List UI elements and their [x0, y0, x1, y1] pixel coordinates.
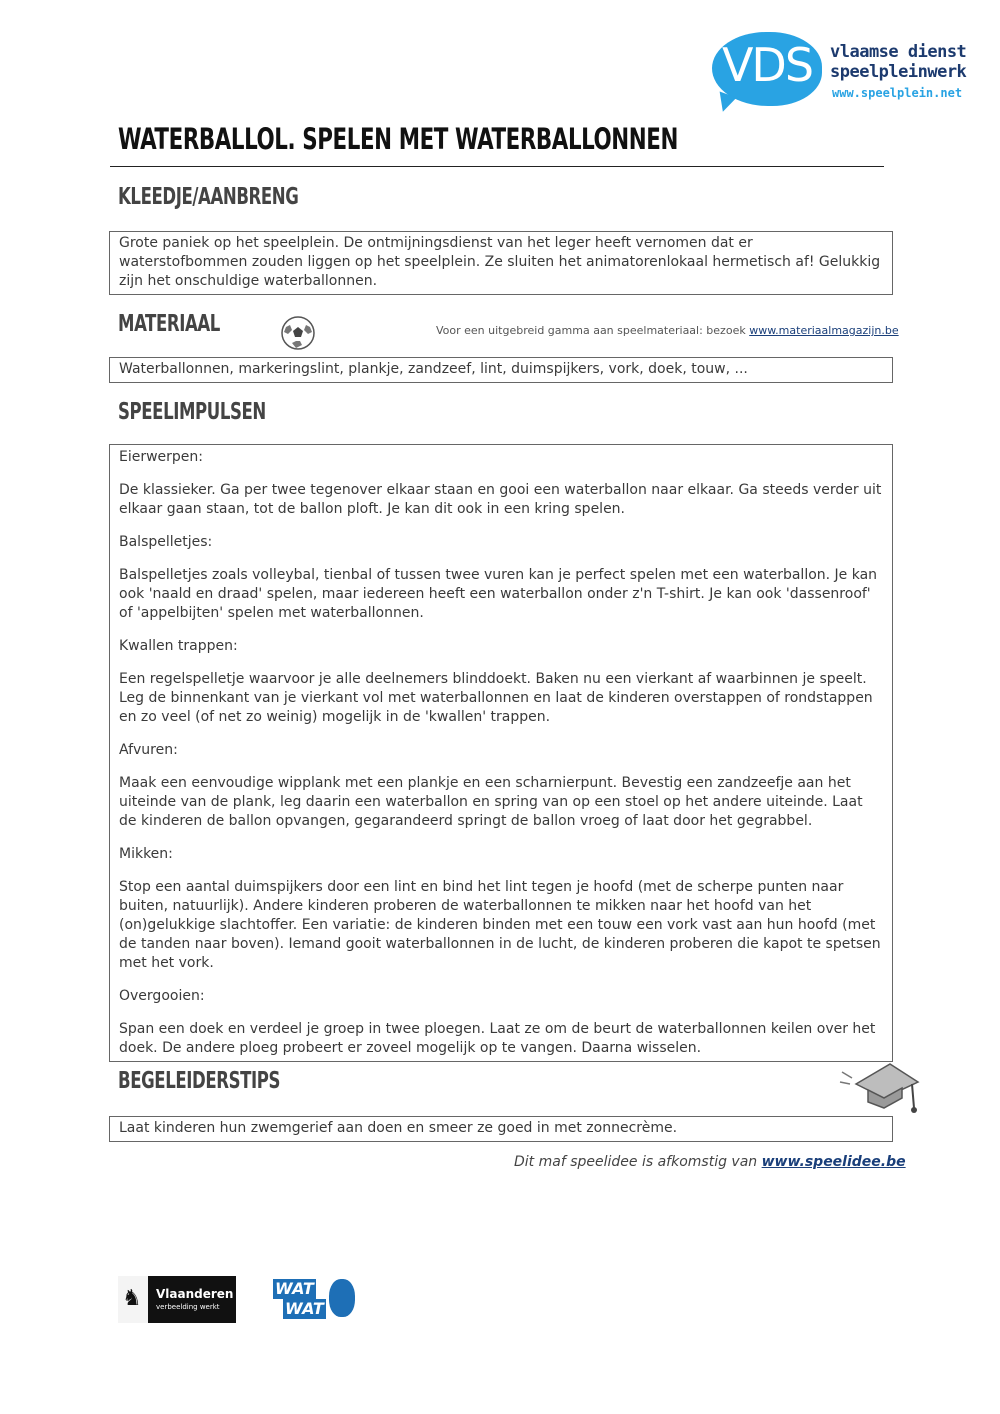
tips-text: Laat kinderen hun zwemgerief aan doen en smeer ze goed in met zonnecrème.	[119, 1120, 678, 1136]
section-title-kleedje: KLEEDJE/AANBRENG	[118, 184, 299, 210]
impuls-heading: Eierwerpen:	[119, 449, 204, 465]
impuls-text: Balspelletjes zoals volleybal, tienbal of tussen twee vuren kan je perfect spelen met een waterballon. Je kan ook 'naald en draad' spelen, maar iedereen heeft een waterballon onder z'n T-shirt. Je kan ook 'dassenroof' of 'appelbijten' spelen met waterballonnen.	[119, 567, 878, 621]
materiaal-box	[109, 357, 893, 383]
vds-logo	[710, 28, 970, 118]
source-prefix: Dit maf speelidee is afkomstig van	[514, 1154, 762, 1170]
material-note-prefix: Voor een uitgebreid gamma aan speelmateriaal: bezoek	[436, 324, 750, 337]
logo-line-2: speelpleinwerk	[830, 62, 967, 82]
watwat-line-2: WAT	[285, 1299, 324, 1318]
watwat-bubble-icon	[329, 1279, 355, 1317]
impuls-heading: Overgooien:	[119, 988, 205, 1004]
lion-icon: ♞	[122, 1286, 142, 1311]
logo-url[interactable]: www.speelplein.net	[832, 86, 963, 100]
impuls-text: De klassieker. Ga per twee tegenover elkaar staan en gooi een waterballon naar elkaar. Ga steeds verder uit elkaar gaan staan, tot de ballon ploft. Je kan dit ook in een kring spelen.	[119, 482, 882, 517]
page-title: WATERBALLOL. SPELEN MET WATERBALLONNEN	[118, 122, 679, 156]
speelimpulsen-box	[109, 444, 893, 1062]
impuls-heading: Afvuren:	[119, 742, 178, 758]
soccer-ball-icon	[280, 315, 316, 351]
source-line	[514, 1154, 906, 1170]
logo-mark: VDS	[721, 38, 813, 92]
impuls-text: Span een doek en verdeel je groep in twee ploegen. Laat ze om de beurt de waterballonnen keilen over het doek. De andere ploeg probeert er zoveel mogelijk op te vangen. Daarna wisselen.	[119, 1021, 876, 1056]
vlaanderen-tagline: verbeelding werkt	[156, 1303, 220, 1311]
material-note	[436, 324, 899, 337]
impuls-heading: Balspelletjes:	[119, 534, 213, 550]
section-title-materiaal: MATERIAAL	[118, 311, 220, 337]
watwat-logo	[273, 1277, 355, 1323]
title-divider	[110, 166, 884, 167]
kleedje-box	[109, 231, 893, 295]
impuls-heading: Mikken:	[119, 846, 173, 862]
materiaal-text: Waterballonnen, markeringslint, plankje, zandzeef, lint, duimspijkers, vork, doek, touw, ...	[119, 361, 748, 377]
section-title-speelimpulsen: SPEELIMPULSEN	[118, 399, 266, 425]
logo-line-1: vlaamse dienst	[830, 42, 967, 62]
tips-box	[109, 1116, 893, 1142]
impuls-text: Stop een aantal duimspijkers door een lint en bind het lint tegen je hoofd (met de scherpe punten naar buiten, natuurlijk). Andere kinderen proberen de waterballonnen te mikken naar het hoofd van het (on)gelukkige slachtoffer. Een variatie: de kinderen binden met een touw een vork vast aan hun hoofd (met de tanden naar boven). Iemand gooit waterballonnen in de lucht, de kinderen proberen die kapot te spetsen met het vork.	[119, 879, 881, 971]
vlaanderen-name: Vlaanderen	[156, 1287, 234, 1301]
vlaanderen-logo	[118, 1276, 236, 1323]
materiaalmagazijn-link[interactable]: www.materiaalmagazijn.be	[749, 324, 899, 337]
watwat-line-1: WAT	[275, 1279, 314, 1298]
impuls-heading: Kwallen trappen:	[119, 638, 238, 654]
graduation-cap-icon	[838, 1058, 924, 1118]
impuls-text: Maak een eenvoudige wipplank met een plankje en een scharnierpunt. Bevestig een zandzeefje aan het uiteinde van de plank, leg daarin een waterballon en spring van op een stoel op het andere uiteinde. Laat de kinderen de ballon opvangen, gegarandeerd springt de ballon vroeg of laat door het gegrabbel.	[119, 775, 863, 829]
impuls-text: Een regelspelletje waarvoor je alle deelnemers blinddoekt. Baken nu een vierkant af waarbinnen je speelt. Leg de binnenkant van je vierkant vol met waterballonnen en laat de kinderen overstappen of rondstappen en zo veel (of net zo weinig) mogelijk in de 'kwallen' trappen.	[119, 671, 873, 725]
section-title-tips: BEGELEIDERSTIPS	[118, 1068, 281, 1094]
kleedje-text: Grote paniek op het speelplein. De ontmijningsdienst van het leger heeft vernomen dat er waterstofbommen zouden liggen op het speelplein. Ze sluiten het animatorenlokaal hermetisch af! Gelukkig zijn het onschuldige waterballonnen.	[119, 235, 881, 289]
speelidee-link[interactable]: www.speelidee.be	[761, 1154, 906, 1170]
